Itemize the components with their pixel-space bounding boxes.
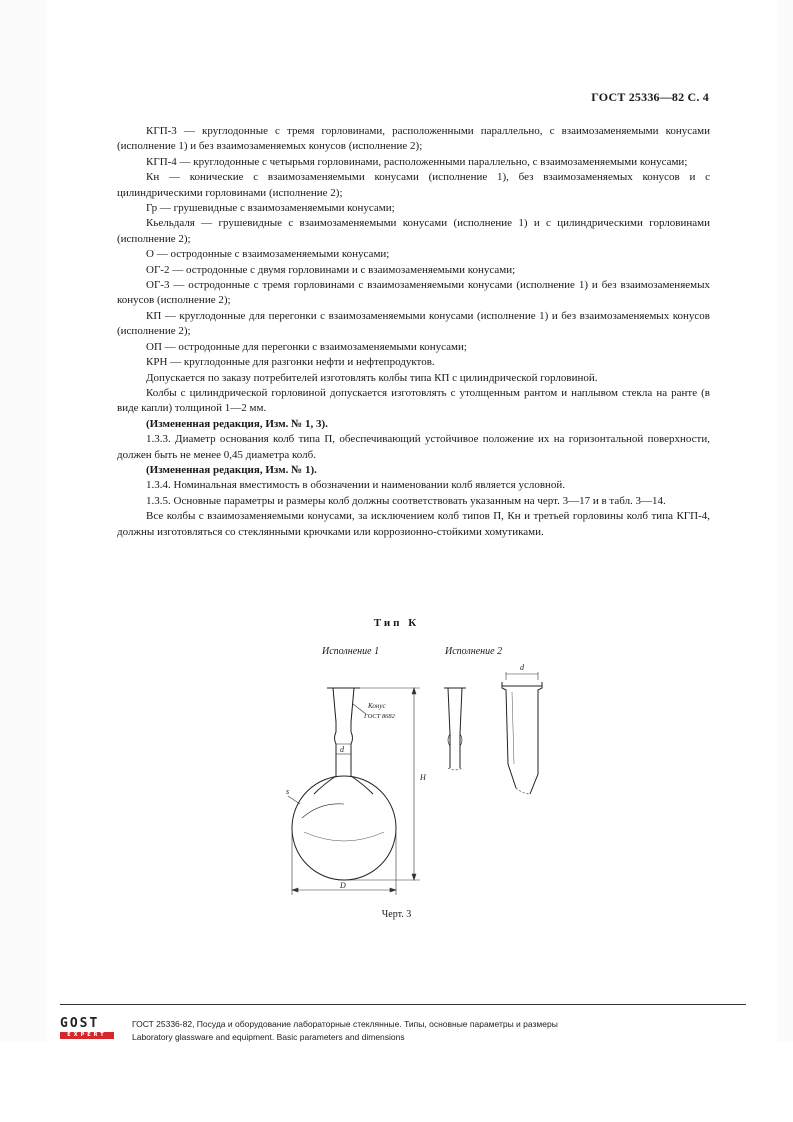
scan-margin-left bbox=[0, 0, 47, 1042]
paragraph: Кьельдаля — грушевидные с взаимозаменяемыми конусами (исполнение 1) и с цилиндрическими горловинами (исполнение 2); bbox=[117, 217, 710, 245]
logo-expert-text: EXPERT bbox=[60, 1032, 114, 1039]
scan-margin-right bbox=[777, 0, 793, 1042]
paragraph: Все колбы с взаимозаменяемыми конусами, за исключением колб типов П, Кн и третьей горловины колб типа КГП-4, должны изготовляться со стеклянными крючками или коррозионно-стойкими хомутиками. bbox=[117, 510, 710, 538]
paragraph: Гр — грушевидные с взаимозаменяемыми конусами; bbox=[146, 202, 395, 215]
dim-s-label: s bbox=[286, 787, 290, 796]
dim-D-label: D bbox=[340, 881, 346, 890]
paragraph: КГП-4 — круглодонные с четырьмя горловинами, расположенными параллельно, с взаимозаменяемыми конусами; bbox=[146, 155, 688, 168]
paragraph: (Измененная редакция, Изм. № 1). bbox=[146, 463, 317, 476]
gost-expert-logo bbox=[60, 1018, 114, 1040]
paragraph: 1.3.5. Основные параметры и размеры колб должны соответствовать указанным на черт. 3—17 и в табл. 3—14. bbox=[146, 494, 666, 507]
cone-standard-label: ГОСТ 8682 bbox=[364, 713, 395, 720]
paragraph: КРН — круглодонные для разгонки нефти и нефтепродуктов. bbox=[146, 356, 435, 369]
cone-label: Конус bbox=[368, 702, 386, 710]
dim-d-label: d bbox=[340, 745, 344, 754]
paragraph: Допускается по заказу потребителей изготовлять колбы типа КП с цилиндрической горловиной. bbox=[146, 371, 598, 384]
paragraph: 1.3.4. Номинальная вместимость в обозначении и наименовании колб является условной. bbox=[146, 479, 566, 492]
logo-gost-text: GOST bbox=[60, 1016, 100, 1031]
figure-title: Тип К bbox=[373, 617, 420, 629]
paragraph: КГП-3 — круглодонные с тремя горловинами, расположенными параллельно, с взаимозаменяемыми конусами (исполнение 1) и без взаимозаменяемых конусов (исполнение 2); bbox=[117, 125, 710, 153]
paragraph: ОП — остродонные для перегонки с взаимозаменяемыми конусами; bbox=[146, 340, 467, 353]
paragraph: (Измененная редакция, Изм. № 1, 3). bbox=[146, 417, 328, 430]
paragraph: 1.3.3. Диаметр основания колб типа П, обеспечивающий устойчивое положение их на горизонтальной поверхности, должен быть не менее 0,45 диаметра колб. bbox=[117, 433, 710, 461]
execution-2-label: Исполнение 2 bbox=[445, 646, 503, 657]
footer-divider bbox=[60, 1004, 746, 1005]
paragraph: О — остродонные с взаимозаменяемыми конусами; bbox=[146, 248, 390, 261]
paragraph: ОГ-2 — остродонные с двумя горловинами и с взаимозаменяемыми конусами; bbox=[146, 263, 516, 276]
flask-execution-2-neck-b bbox=[502, 682, 542, 794]
flask-drawing bbox=[280, 660, 560, 905]
flask-execution-2-neck-a bbox=[444, 688, 466, 770]
paragraph: ОГ-3 — остродонные с тремя горловинами с взаимозаменяемыми конусами (исполнение 1) и без взаимозаменяемых конусов (исполнение 2); bbox=[117, 279, 710, 307]
paragraph: Колбы с цилиндрической горловиной допускается изготовлять с утолщенным рантом и наплывом стекла на ранте (в виде капли) толщиной 1—2 мм. bbox=[117, 386, 710, 415]
page-header: ГОСТ 25336—82 С. 4 bbox=[591, 90, 709, 104]
dim-H-label: H bbox=[420, 773, 426, 782]
execution-1-label: Исполнение 1 bbox=[322, 646, 380, 657]
footer-line-en: Laboratory glassware and equipment. Basic parameters and dimensions bbox=[132, 1032, 405, 1042]
paragraph: Кн — конические с взаимозаменяемыми конусами (исполнение 1), без взаимозаменяемых конусов и с цилиндрическими горловинами (исполнение 2); bbox=[117, 171, 710, 199]
body-text bbox=[117, 124, 710, 540]
figure-caption: Черт. 3 bbox=[381, 909, 412, 920]
footer-text bbox=[132, 1018, 558, 1044]
paragraph: КП — круглодонные для перегонки с взаимозаменяемыми конусами (исполнение 1) и без взаимозаменяемых конусов (исполнение 2); bbox=[117, 309, 710, 338]
dim-d2-label: d bbox=[520, 663, 524, 672]
footer-line-ru: ГОСТ 25336-82, Посуда и оборудование лабораторные стеклянные. Типы, основные параметры и размеры bbox=[132, 1019, 558, 1029]
